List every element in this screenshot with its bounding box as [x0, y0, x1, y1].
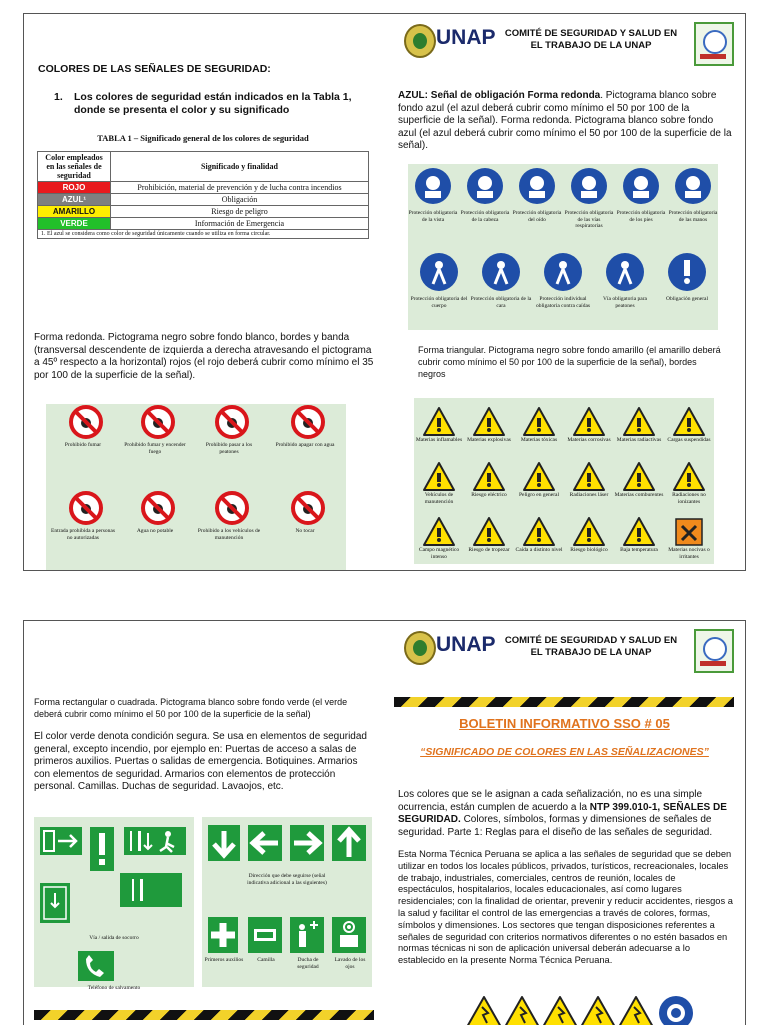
- unap-logo: [404, 631, 436, 665]
- obligation-sign: [675, 168, 711, 204]
- para1-text-end: Colores, símbolos, formas y dimensiones de señales de seguridad. Parte 1: Reglas para el diseño de las señales de seguridad.: [398, 814, 713, 838]
- sign-caption: Caída a distinto nivel: [515, 547, 563, 553]
- color-swatch-amarillo: AMARILLO: [38, 206, 111, 218]
- committee-badge: [694, 629, 734, 673]
- warning-sign: [676, 519, 702, 545]
- sign-caption: Materias radiactivas: [616, 437, 662, 443]
- committee-line-1: COMITÉ DE SEGURIDAD Y SALUD EN: [504, 635, 678, 646]
- obligation-sign: [467, 168, 503, 204]
- sign-caption: Prohibido fumar y encender fuego: [124, 442, 186, 455]
- warning-sign: [505, 997, 539, 1025]
- page-1-left-column: [24, 14, 382, 570]
- para1-text: Los colores que se le asignan a cada señalización, no es una simple ocurrencia, están cumplen de acuerdo a la: [398, 789, 703, 813]
- boletin-subtitle: “SIGNIFICADO DE COLORES EN LAS SEÑALIZACIONES”: [420, 746, 709, 758]
- warning-sign: [474, 463, 504, 490]
- page-2-left-column: [24, 621, 382, 1025]
- obligation-sign: [415, 168, 451, 204]
- table-header-meaning: Significado y finalidad: [111, 152, 369, 182]
- sign-caption: Protección obligatoria de la vista: [408, 210, 458, 223]
- sign-caption: Materias corrosivas: [567, 437, 611, 443]
- committee-name: [496, 28, 686, 52]
- page-2-right-column: [384, 621, 745, 1025]
- prohibition-sign: [143, 493, 173, 523]
- header: [404, 629, 734, 673]
- triangle-shape-text: Forma triangular. Pictograma negro sobre fondo amarillo (el amarillo deberá cubrir como mínimo el 50 por 100 de la superficie de la señal), bordes negros: [418, 345, 721, 379]
- sign-caption: Vehículos de manutención: [424, 492, 454, 505]
- table-row: [38, 194, 369, 206]
- exit-signs-panel: [34, 817, 194, 991]
- blue-section-text: [398, 90, 733, 153]
- meaning-cell: Riesgo de peligro: [111, 206, 369, 218]
- warning-sign: [674, 408, 704, 435]
- colors-table: [37, 151, 369, 239]
- sign-caption: Protección obligatoria de los pies: [616, 210, 666, 223]
- table-footnote: 1. El azul se considera como color de seguridad únicamente cuando se utiliza en forma circular.: [38, 230, 369, 239]
- meaning-cell: Información de Emergencia: [111, 218, 369, 230]
- bottom-signs-row: [464, 993, 744, 1025]
- sign-caption: Obligación general: [666, 296, 708, 302]
- table-row: [38, 218, 369, 230]
- round-shape-text: Forma redonda. Pictograma negro sobre fondo blanco, bordes y banda (transversal descendente de izquierda a derecha atravesando el pictograma a 45º respecto a la horizontal) rojos (el rojo deberá cubrir como mínimo el 35 por 100 de la superficie de la señal).: [34, 332, 374, 381]
- prohibition-sign: [217, 407, 247, 437]
- obligation-sign: [420, 253, 458, 291]
- table-row: [38, 206, 369, 218]
- obligation-sign: [659, 996, 693, 1025]
- brand-name: UNAP: [436, 26, 496, 49]
- paragraph-scope: Esta Norma Técnica Peruana se aplica a las señales de seguridad que se deben utilizar en todos los locales públicos, privados, turísticos, recreacionales, locales de trabajo, industriales, comerciales, centros de reunión, locales de espectáculos, hospitalarios, locales educacionales, así como lugares residenciales; con la finalidad de orientar, prevenir y reducir accidentes, riesgos a la salud y facilitar el control de las emergencias a través de colores, formas, símbolos y dimensiones. Los sectores que tengan disposiciones referentes a señales de seguridad con criterios normativos diferentes o no estén basados en normas técnicas ni son de aplicación universal deberán adecuarse a lo establecido en la presente Norma Técnica Peruana.: [398, 849, 733, 966]
- committee-line-1: COMITÉ DE SEGURIDAD Y SALUD EN: [504, 28, 678, 39]
- sign-caption: Riesgo de tropezar: [468, 547, 510, 553]
- warning-sign: [524, 463, 554, 490]
- table-title: TABLA 1 – Significado general de los colores de seguridad: [97, 133, 309, 143]
- page-1: [23, 13, 746, 571]
- sign-caption: Riesgo eléctrico: [471, 492, 507, 498]
- phone-caption: Teléfono de salvamento: [87, 985, 141, 991]
- sign-caption: Protección obligatoria del cuerpo: [410, 296, 468, 309]
- color-swatch-verde: VERDE: [38, 218, 111, 230]
- header: [404, 22, 734, 66]
- color-swatch-rojo: ROJO: [38, 182, 111, 194]
- blue-heading: AZUL: Señal de obligación Forma redonda: [398, 90, 601, 101]
- sign-caption: Lavado de los ojos: [334, 957, 366, 970]
- sign-caption: Riesgo biológico: [570, 547, 608, 553]
- rect-shape-text: Forma rectangular o cuadrada. Pictograma blanco sobre fondo verde (el verde deberá cubrir como mínimo el 50 por 100 de la superficie de la señal): [34, 697, 348, 719]
- sign-caption: Materias tóxicas: [520, 437, 558, 443]
- prohibition-sign: [143, 407, 173, 437]
- paragraph-ntp: [398, 789, 733, 839]
- obligation-sign: [668, 253, 706, 291]
- committee-name: [496, 635, 686, 659]
- obligation-sign: [519, 168, 555, 204]
- sign-caption: Entrada prohibida a personas no autorizadas: [51, 528, 115, 541]
- sign-caption: No tocar: [295, 528, 315, 534]
- sign-caption: Protección obligatoria de las vías respiratorias: [564, 210, 614, 229]
- warning-sign: [674, 463, 704, 490]
- committee-badge: [694, 22, 734, 66]
- warning-sign: [574, 463, 604, 490]
- warning-sign: [424, 463, 454, 490]
- sign-caption: Radiaciones láser: [569, 492, 609, 498]
- list-item-text: Los colores de seguridad están indicados en la Tabla 1, donde se presenta el color y su significado: [74, 91, 352, 116]
- exit-caption: Vía / salida de socorro: [89, 935, 139, 941]
- sign-caption: Radiaciones no ionizantes: [672, 492, 706, 505]
- list-number: 1.: [54, 91, 63, 103]
- table-row: [38, 182, 369, 194]
- page-2: [23, 620, 746, 1025]
- sign-caption: Primeros auxilios: [204, 957, 244, 963]
- warning-sign: [474, 518, 504, 545]
- sign-caption: Materias inflamables: [415, 437, 463, 443]
- sign-caption: Baja temperatura: [620, 547, 658, 553]
- warning-sign: [624, 518, 654, 545]
- warning-sign: [474, 408, 504, 435]
- warning-sign: [467, 997, 501, 1025]
- warning-sign: [581, 997, 615, 1025]
- sign-caption: Prohibido apagar con agua: [275, 442, 335, 448]
- prohibition-sign: [71, 407, 101, 437]
- meaning-cell: Prohibición, material de prevención y de lucha contra incendios: [111, 182, 369, 194]
- sign-caption: Protección obligatoria de la cabeza: [460, 210, 510, 223]
- sign-caption: Vía obligatoria para peatones: [603, 296, 647, 309]
- sign-caption: Protección obligatoria de las manos: [668, 210, 718, 223]
- obligation-signs-panel: [408, 164, 718, 330]
- prohibition-sign: [71, 493, 101, 523]
- sign-caption: Prohibido fumar: [64, 442, 102, 448]
- sign-caption: Protección individual obligatoria contra caídas: [535, 296, 591, 309]
- sign-caption: Materias nocivas o irritantes: [668, 547, 710, 560]
- prohibition-sign: [293, 493, 323, 523]
- sign-caption: Campo magnético intenso: [418, 547, 460, 560]
- committee-line-2: EL TRABAJO DE LA UNAP: [530, 647, 652, 658]
- direction-signs-panel: [202, 817, 372, 987]
- prohibition-signs-panel: [46, 404, 346, 570]
- color-swatch-azul: AZUL¹: [38, 194, 111, 206]
- sign-caption: Materias explosivas: [467, 437, 511, 443]
- sign-caption: Peligro en general: [518, 492, 559, 498]
- warning-sign: [619, 997, 653, 1025]
- warning-signs-grid: [414, 398, 714, 564]
- unap-logo: [404, 24, 436, 58]
- committee-line-2: EL TRABAJO DE LA UNAP: [530, 40, 652, 51]
- warning-signs-panel: [414, 398, 714, 564]
- warning-sign: [424, 408, 454, 435]
- sign-caption: Agua no potable: [136, 528, 174, 534]
- sign-caption: Prohibido pasar a los peatones: [205, 442, 253, 455]
- blue-description: . Pictograma blanco sobre fondo azul (el azul deberá cubrir como mínimo el 50 por 100 de la superficie de la señal). Forma redonda. Pictograma blanco sobre fondo azul (el azul deberá cubrir como mínimo el 50 por 100 de la superficie de la señal).: [398, 90, 732, 151]
- prohibition-signs-grid: [46, 404, 346, 570]
- direction-caption: Dirección que debe seguirse (señal indicativa adicional a las siguientes): [247, 873, 327, 886]
- obligation-sign: [623, 168, 659, 204]
- table-header-color: Color empleados en las señales de seguridad: [38, 152, 111, 182]
- warning-sign: [424, 518, 454, 545]
- boletin-title: BOLETIN INFORMATIVO SSO # 05: [459, 716, 670, 731]
- prohibition-sign: [293, 407, 323, 437]
- sign-caption: Protección obligatoria de la cara: [470, 296, 532, 309]
- section-title: COLORES DE LAS SEÑALES DE SEGURIDAD:: [38, 63, 271, 75]
- sign-caption: Ducha de seguridad: [297, 957, 319, 970]
- sign-caption: Prohibido a los vehículos de manutención: [197, 528, 261, 541]
- green-meaning-text: El color verde denota condición segura. Se usa en elementos de seguridad general, excepto incendio, por ejemplo en: Puertas de acceso a salas de primeros auxilios. Puertas o salidas de emergencia. Botiquines. Armarios con elementos de seguridad. Armarios con elementos de protección personal. Camillas. Duchas de seguridad. Lavaojos, etc.: [34, 731, 367, 792]
- warning-sign: [574, 518, 604, 545]
- warning-sign: [524, 518, 554, 545]
- warning-sign: [524, 408, 554, 435]
- obligation-sign: [571, 168, 607, 204]
- sign-caption: Camilla: [257, 957, 275, 963]
- page-1-right-column: [384, 14, 745, 570]
- sign-caption: Cargas suspendidas: [667, 437, 711, 443]
- warning-sign: [574, 408, 604, 435]
- prohibition-sign: [217, 493, 247, 523]
- exit-signs-graphics: [34, 817, 194, 987]
- warning-sign: [624, 463, 654, 490]
- hazard-stripe-top: [394, 697, 734, 707]
- warning-sign: [624, 408, 654, 435]
- sign-caption: Protección obligatoria del oído: [512, 210, 562, 223]
- obligation-sign: [544, 253, 582, 291]
- obligation-sign: [606, 253, 644, 291]
- meaning-cell: Obligación: [111, 194, 369, 206]
- obligation-sign: [482, 253, 520, 291]
- ntp-reference: NTP 399.010-1, SEÑALES DE SEGURIDAD.: [398, 801, 727, 825]
- sign-caption: Materias comburentes: [614, 492, 664, 498]
- warning-sign: [543, 997, 577, 1025]
- hazard-stripe-bottom: [34, 1010, 374, 1020]
- brand-name: UNAP: [436, 633, 496, 656]
